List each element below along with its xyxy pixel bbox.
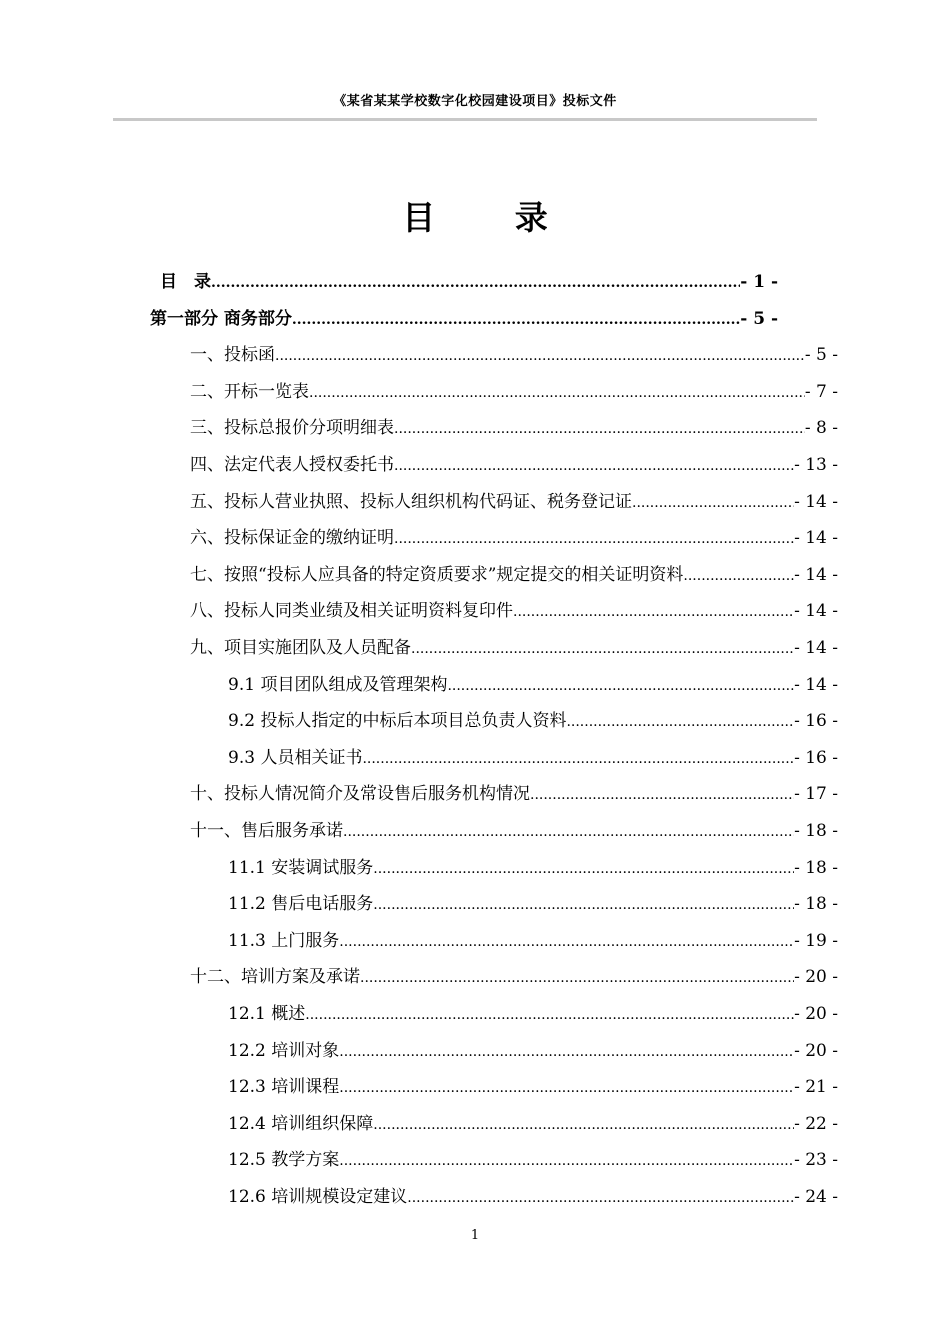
toc-entry-label: 9.3 人员相关证书 [228, 747, 363, 768]
toc-entry-page: - 24 - [794, 1187, 838, 1207]
toc-entry-page: - 14 - [794, 564, 838, 585]
toc-leader-dots [632, 490, 794, 516]
toc-leader-dots [339, 1075, 794, 1101]
toc-entry[interactable] [190, 342, 838, 368]
toc-entry[interactable] [190, 452, 838, 478]
toc-entry-page: - 18 - [794, 894, 838, 915]
page-number: 1 [470, 1228, 480, 1243]
document-header: 《某省某某学校数字化校园建设项目》投标文件 [333, 94, 617, 109]
toc-entry-label: 12.2 培训对象 [228, 1040, 340, 1061]
toc-leader-dots [411, 636, 794, 662]
toc-entry-label: 12.6 培训规模设定建议 [228, 1187, 408, 1207]
toc-entry[interactable] [190, 598, 838, 624]
toc-leader-dots [339, 929, 794, 955]
toc-leader-dots [513, 599, 794, 625]
page-title: 目 录 [402, 198, 582, 237]
toc-entry[interactable] [190, 635, 838, 661]
toc-leader-dots [305, 1002, 794, 1028]
toc-entry-page: - 22 - [794, 1113, 838, 1134]
toc-entry[interactable] [160, 269, 778, 295]
toc-leader-dots [394, 526, 794, 552]
toc-entry-page: - 14 - [794, 491, 838, 512]
toc-entry-label: 八、投标人同类业绩及相关证明资料复印件 [190, 601, 513, 622]
toc-entry[interactable] [190, 781, 838, 807]
toc-entry-label: 9.2 投标人指定的中标后本项目总负责人资料 [228, 711, 567, 732]
toc-entry-label: 12.4 培训组织保障 [228, 1113, 374, 1134]
toc-leader-dots [309, 380, 805, 406]
toc-entry-label: 五、投标人营业执照、投标人组织机构代码证、税务登记证 [190, 491, 632, 512]
toc-entry[interactable] [190, 525, 838, 551]
toc-entry-page: - 18 - [794, 857, 838, 878]
toc-entry-page: - 20 - [794, 1004, 838, 1024]
toc-entry-label: 11.2 售后电话服务 [228, 894, 374, 915]
toc-entry[interactable] [228, 672, 838, 698]
toc-leader-dots [275, 343, 805, 369]
toc-entry[interactable] [190, 415, 838, 441]
toc-leader-dots [373, 892, 794, 918]
toc-entry-label: 十、投标人情况简介及常设售后服务机构情况 [190, 784, 530, 805]
toc-entry-page: - 14 - [794, 638, 838, 658]
toc-entry[interactable] [228, 708, 838, 734]
toc-leader-dots [339, 1039, 794, 1065]
toc-entry-page: - 17 - [794, 784, 838, 805]
toc-leader-dots [211, 270, 740, 296]
toc-entry-label: 一、投标函 [190, 345, 275, 366]
toc-entry-page: - 8 - [804, 418, 838, 439]
toc-entry-page: - 20 - [794, 1040, 838, 1061]
toc-leader-dots [394, 416, 805, 442]
toc-entry-page: - 23 - [794, 1150, 838, 1171]
toc-leader-dots [373, 856, 794, 882]
toc-entry-label: 第一部分 商务部分 [150, 308, 292, 329]
toc-leader-dots [407, 1185, 794, 1211]
toc-entry-label: 11.3 上门服务 [228, 930, 340, 951]
toc-entry[interactable] [190, 964, 838, 990]
toc-entry[interactable] [150, 306, 778, 332]
toc-entry-page: - 16 - [794, 711, 838, 732]
toc-entry-page: - 19 - [794, 930, 838, 951]
toc-entry[interactable] [228, 855, 838, 881]
toc-entry-label: 12.5 教学方案 [228, 1150, 340, 1171]
toc-leader-dots [394, 453, 794, 479]
toc-entry[interactable] [228, 1111, 838, 1137]
toc-entry-page: - 20 - [794, 967, 838, 988]
toc-entry-label: 目 录 [160, 272, 211, 292]
toc-entry-page: - 14 - [794, 528, 838, 549]
toc-entry[interactable] [228, 1038, 838, 1064]
toc-entry[interactable] [228, 1184, 838, 1210]
toc-entry[interactable] [228, 1001, 838, 1027]
toc-leader-dots [343, 819, 794, 845]
toc-entry-label: 11.1 安装调试服务 [228, 857, 374, 878]
toc-entry[interactable] [190, 379, 838, 405]
toc-entry-page: - 7 - [804, 381, 838, 402]
toc-entry-page: - 16 - [794, 747, 838, 768]
toc-entry-page: - 21 - [794, 1077, 838, 1098]
toc-entry-page: - 14 - [794, 674, 838, 695]
toc-leader-dots [566, 709, 794, 735]
toc-entry[interactable] [190, 489, 838, 515]
toc-leader-dots [339, 1148, 794, 1174]
toc-entry-page: - 13 - [794, 455, 838, 475]
toc-entry[interactable] [228, 891, 838, 917]
toc-leader-dots [362, 746, 794, 772]
toc-leader-dots [447, 673, 794, 699]
toc-leader-dots [683, 563, 794, 589]
toc-entry-label: 九、项目实施团队及人员配备 [190, 638, 411, 658]
toc-entry-page: - 5 - [740, 308, 778, 329]
toc-leader-dots [373, 1112, 794, 1138]
toc-entry-page: - 18 - [794, 821, 838, 841]
toc-entry-label: 9.1 项目团队组成及管理架构 [228, 674, 448, 695]
toc-entry[interactable] [228, 745, 838, 771]
toc-entry[interactable] [190, 562, 838, 588]
toc-entry-label: 十一、售后服务承诺 [190, 821, 343, 841]
toc-entry[interactable] [190, 818, 838, 844]
toc-entry-label: 12.3 培训课程 [228, 1077, 340, 1098]
toc-entry-label: 三、投标总报价分项明细表 [190, 418, 394, 439]
toc-entry[interactable] [228, 928, 838, 954]
toc-entry-label: 七、按照“投标人应具备的特定资质要求”规定提交的相关证明资料 [190, 564, 684, 585]
toc-leader-dots [530, 782, 794, 808]
toc-entry-page: - 14 - [794, 601, 838, 622]
toc-entry-page: - 1 - [740, 272, 778, 292]
toc-entry-label: 二、开标一览表 [190, 381, 309, 402]
toc-entry-label: 十二、培训方案及承诺 [190, 967, 360, 988]
toc-entry-label: 12.1 概述 [228, 1004, 306, 1024]
toc-entry-label: 四、法定代表人授权委托书 [190, 455, 394, 475]
toc-entry[interactable] [228, 1147, 838, 1173]
toc-leader-dots [292, 307, 740, 333]
toc-entry-label: 六、投标保证金的缴纳证明 [190, 528, 394, 549]
toc-entry-page: - 5 - [804, 345, 838, 366]
toc-leader-dots [360, 965, 794, 991]
toc-entry[interactable] [228, 1074, 838, 1100]
